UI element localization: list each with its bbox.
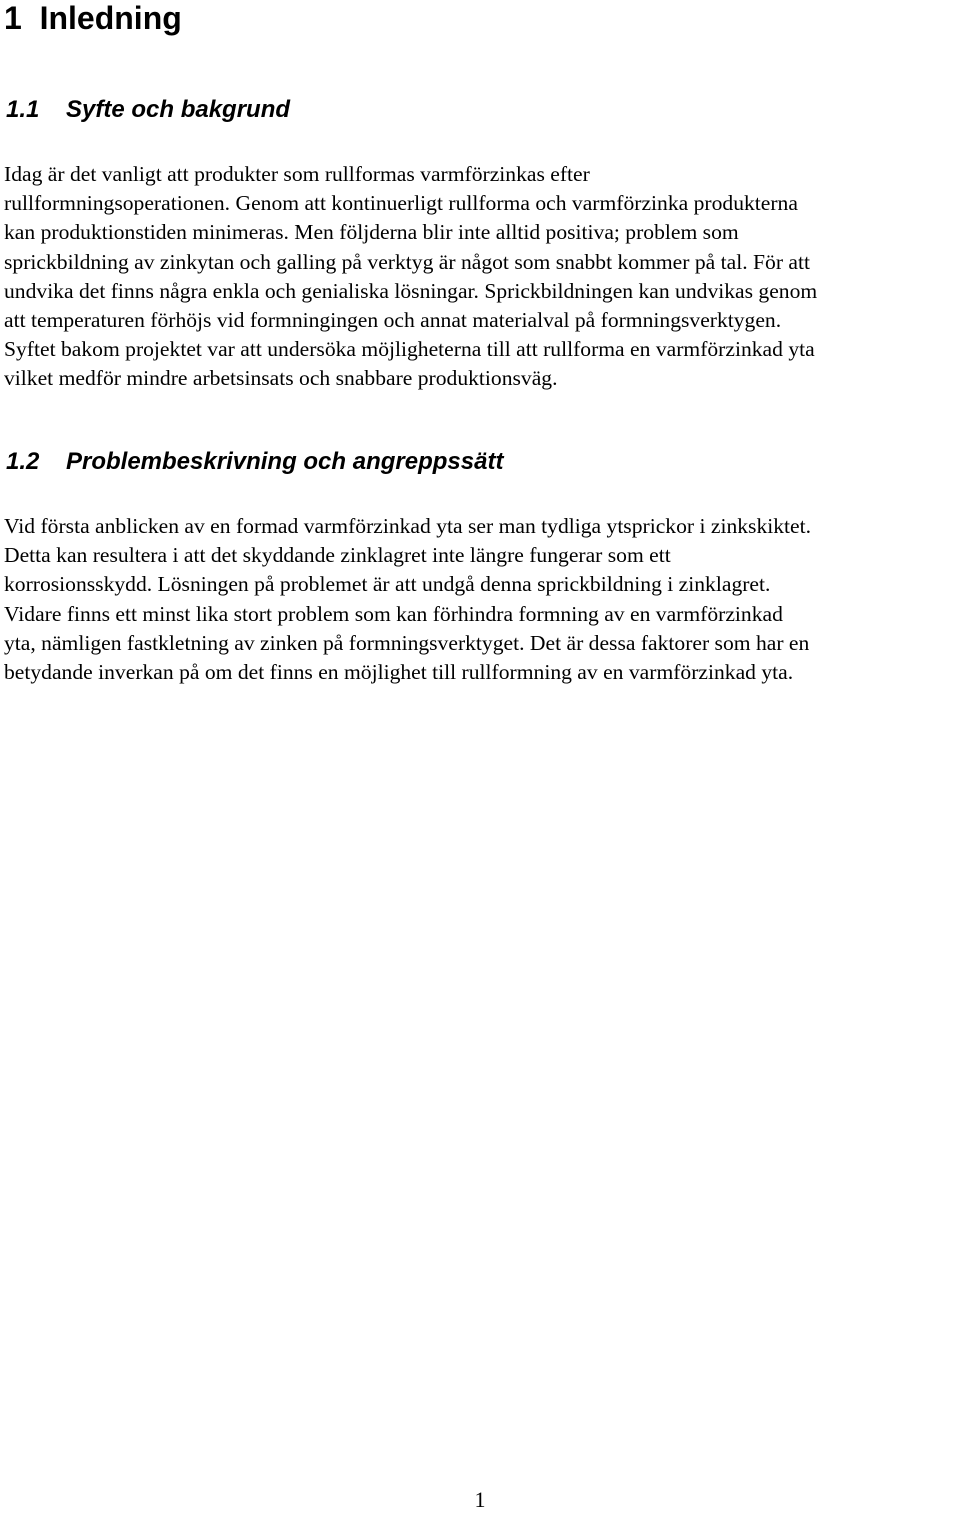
- chapter-heading: [4, 0, 182, 40]
- chapter-number: 1: [4, 0, 22, 36]
- paragraph-line: rullformningsoperationen. Genom att kontinuerligt rullforma och varmförzinka produkterna: [4, 191, 798, 216]
- paragraph-line: sprickbildning av zinkytan och galling på verktyg är något som snabbt kommer på tal. För att: [4, 249, 810, 274]
- section-title: Syfte och bakgrund: [66, 96, 291, 123]
- paragraph-line: Detta kan resultera i att det skyddande zinklagret inte längre fungerar som ett: [4, 543, 671, 568]
- paragraph-line: undvika det finns några enkla och genialiska lösningar. Sprickbildningen kan undvikas genom: [4, 278, 818, 303]
- paragraph-line: korrosionsskydd. Lösningen på problemet är att undgå denna sprickbildning i zinklagret.: [4, 572, 771, 597]
- section-1-1-paragraph: [4, 160, 959, 394]
- paragraph-line: yta, nämligen fastkletning av zinken på formningsverktyget. Det är dessa faktorer som har en: [4, 630, 810, 655]
- chapter-title: Inledning: [39, 0, 182, 36]
- paragraph-line: Vid första anblicken av en formad varmförzinkad yta ser man tydliga ytsprickor i zinkskiktet.: [4, 514, 812, 538]
- paragraph-line: kan produktionstiden minimeras. Men följderna blir inte alltid positiva; problem som: [4, 220, 739, 245]
- paragraph-line: att temperaturen förhöjs vid formningingen och annat materialval på formningsverktygen.: [4, 308, 782, 333]
- paragraph-line: Idag är det vanligt att produkter som rullformas varmförzinkas efter: [4, 162, 590, 186]
- section-heading-1-2: [6, 446, 503, 478]
- section-number: 1.2: [6, 448, 40, 475]
- paragraph-line: vilket medför mindre arbetsinsats och snabbare produktionsväg.: [4, 366, 558, 391]
- page-number: 1: [474, 1487, 486, 1512]
- paragraph-line: betydande inverkan på om det finns en möjlighet till rullformning av en varmförzinkad yta.: [4, 660, 794, 685]
- section-number: 1.1: [6, 96, 40, 123]
- section-1-2-paragraph: [4, 512, 959, 687]
- section-heading-1-1: [6, 94, 290, 126]
- paragraph-line: Syftet bakom projektet var att undersöka möjligheterna till att rullforma en varmförzinkad yta: [4, 337, 815, 362]
- paragraph-line: Vidare finns ett minst lika stort problem som kan förhindra formning av en varmförzinkad: [4, 601, 783, 626]
- section-title: Problembeskrivning och angreppssätt: [66, 448, 504, 475]
